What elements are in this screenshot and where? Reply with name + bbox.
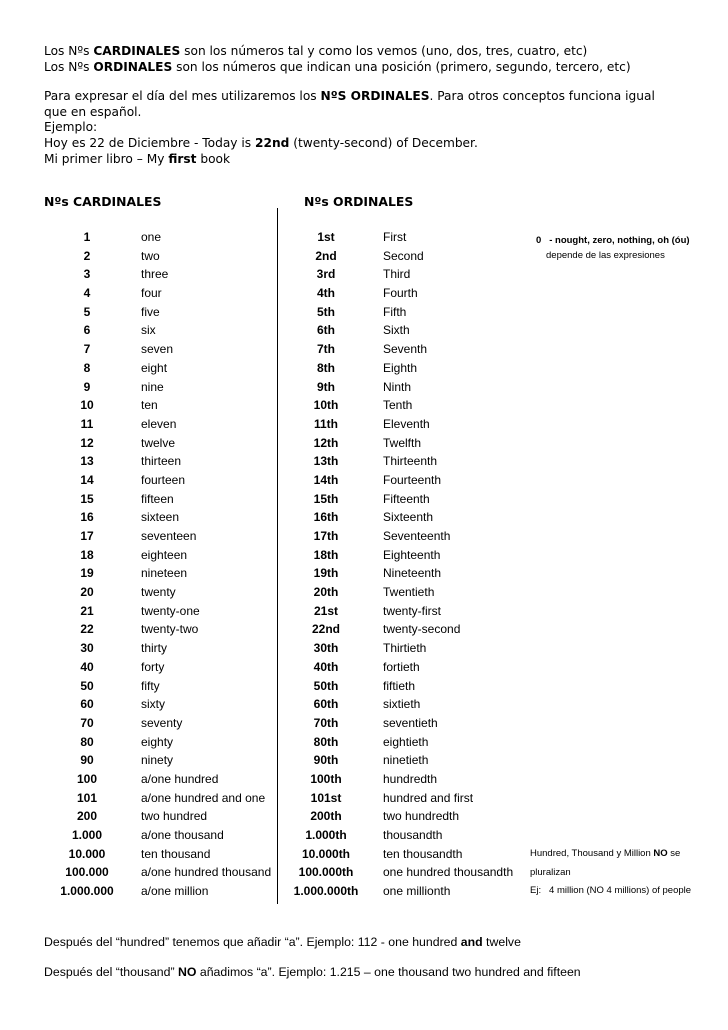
cardinal-number: 10 xyxy=(80,398,94,413)
cardinal-word: eight xyxy=(141,360,168,375)
table-row xyxy=(0,770,728,789)
cardinal-word: six xyxy=(141,323,156,338)
ordinal-number: 9th xyxy=(317,379,335,394)
cardinal-number: 80 xyxy=(80,734,94,749)
cardinal-word: twenty-one xyxy=(141,603,200,618)
intro-line-example-date: Hoy es 22 de Diciembre - Today is 22nd (twenty-second) of December. xyxy=(44,135,478,150)
ordinal-word: twenty-second xyxy=(383,622,461,637)
intro-line-example-label: Ejemplo: xyxy=(44,120,98,135)
ordinal-word: seventieth xyxy=(383,715,438,730)
ordinal-word: First xyxy=(383,230,407,244)
intro-text xyxy=(44,44,704,167)
ordinal-number: 18th xyxy=(313,547,339,562)
ordinal-word: ten thousandth xyxy=(383,846,463,861)
cardinal-word: twenty xyxy=(141,585,176,600)
ordinal-word: Fourteenth xyxy=(383,472,442,487)
cardinal-number: 12 xyxy=(80,435,94,450)
table-row xyxy=(0,807,728,826)
cardinal-number: 13 xyxy=(80,454,94,469)
ordinal-word: eightieth xyxy=(383,734,429,749)
table-row xyxy=(0,434,728,453)
numbers-table xyxy=(0,228,728,901)
ordinal-number: 80th xyxy=(313,734,339,749)
ordinal-word: Eighth xyxy=(383,360,418,375)
ordinal-word: Sixth xyxy=(383,323,410,338)
cardinal-number: 6 xyxy=(83,323,91,338)
ordinal-word: hundredth xyxy=(383,771,438,786)
cardinal-number: 1.000 xyxy=(71,828,103,842)
table-row xyxy=(0,789,728,808)
ordinal-number: 12th xyxy=(313,435,339,450)
intro-line-ordinales: Los Nºs ORDINALES son los números que indican una posición (primero, segundo, tercero, etc) xyxy=(44,59,631,74)
ordinal-number: 4th xyxy=(317,286,335,301)
table-row xyxy=(0,490,728,509)
cardinal-number: 50 xyxy=(80,678,94,693)
table-row xyxy=(0,658,728,677)
ordinal-word: one hundred thousandth xyxy=(383,865,514,880)
cardinal-number: 1 xyxy=(83,230,91,244)
table-row xyxy=(0,583,728,602)
intro-line-cardinales: Los Nºs CARDINALES son los números tal y como los vemos (uno, dos, tres, cuatro, etc) xyxy=(44,44,588,58)
table-row xyxy=(0,863,728,882)
ordinal-number: 21st xyxy=(313,603,339,618)
cardinal-word: fifty xyxy=(141,678,160,693)
table-row xyxy=(0,546,728,565)
cardinal-word: seventy xyxy=(141,715,183,730)
cardinal-word: nine xyxy=(141,379,164,394)
table-row xyxy=(0,284,728,303)
table-row xyxy=(0,620,728,639)
cardinal-word: eighty xyxy=(141,734,174,749)
ordinal-number: 70th xyxy=(313,715,339,730)
table-row xyxy=(0,602,728,621)
intro-line-example-book: Mi primer libro – My first book xyxy=(44,151,231,166)
ordinal-word: Twelfth xyxy=(383,435,422,450)
intro-line-usage-cont: que en español. xyxy=(44,104,142,119)
cardinal-word: fifteen xyxy=(141,491,174,506)
ordinal-number: 90th xyxy=(313,753,339,768)
cardinal-word: seventeen xyxy=(141,529,197,543)
cardinal-number: 11 xyxy=(80,416,94,431)
cardinal-number: 101 xyxy=(76,790,98,805)
ordinal-number: 50th xyxy=(313,678,339,693)
ordinal-number: 22nd xyxy=(311,622,340,637)
ordinal-number: 17th xyxy=(313,529,339,543)
table-row xyxy=(0,826,728,845)
ordinal-word: fiftieth xyxy=(383,678,416,693)
cardinal-number: 100 xyxy=(76,771,98,786)
cardinal-number: 18 xyxy=(80,547,94,562)
table-row xyxy=(0,733,728,752)
cardinal-number: 1.000.000 xyxy=(60,884,114,899)
ordinal-number: 19th xyxy=(313,566,339,581)
ordinal-number: 14th xyxy=(313,472,339,487)
zero-note-sub: depende de las expresiones xyxy=(546,250,665,261)
ordinal-number: 6th xyxy=(317,323,335,338)
ordinal-word: Eleventh xyxy=(383,416,430,431)
ordinal-number: 11th xyxy=(313,416,338,431)
table-row xyxy=(0,340,728,359)
ordinal-word: Fifteenth xyxy=(383,491,430,506)
cardinal-word: thirteen xyxy=(141,454,182,469)
cardinal-number: 20 xyxy=(80,585,94,600)
cardinal-word: a/one hundred xyxy=(141,771,219,786)
cardinal-number: 100.000 xyxy=(65,865,109,880)
ordinal-word: sixtieth xyxy=(383,697,421,712)
cardinal-number: 15 xyxy=(80,491,94,506)
ordinal-number: 16th xyxy=(313,510,339,525)
ordinal-number: 40th xyxy=(313,659,339,674)
ordinal-word: two hundredth xyxy=(383,809,460,824)
cardinal-word: ten thousand xyxy=(141,846,211,861)
table-row xyxy=(0,378,728,397)
footer-rule-thousand: Después del “thousand” NO añadimos “a”. Ejemplo: 1.215 – one thousand two hundred and fifteen xyxy=(44,965,581,979)
ordinal-number: 10.000th xyxy=(301,846,351,861)
ordinal-number: 1st xyxy=(317,230,335,244)
intro-line-usage: Para expresar el día del mes utilizaremos los NºS ORDINALES. Para otros conceptos funciona igual xyxy=(44,89,655,104)
ordinal-word: Third xyxy=(383,267,411,282)
ordinal-word: fortieth xyxy=(383,659,420,674)
cardinal-word: a/one thousand xyxy=(141,828,224,842)
cardinal-word: three xyxy=(141,267,169,282)
table-row xyxy=(0,564,728,583)
ordinal-number: 5th xyxy=(317,304,335,319)
cardinal-number: 8 xyxy=(83,360,91,375)
cardinal-number: 5 xyxy=(83,304,91,319)
ordinal-number: 100th xyxy=(310,771,342,786)
cardinal-word: fourteen xyxy=(141,472,186,487)
zero-note: 0 - nought, zero, nothing, oh (óu) xyxy=(536,235,690,246)
ordinal-number: 13th xyxy=(313,454,339,469)
cardinal-word: five xyxy=(141,304,160,319)
ordinal-number: 30th xyxy=(313,641,339,656)
cardinal-word: twenty-two xyxy=(141,622,199,637)
ordinal-number: 20th xyxy=(313,585,339,600)
cardinal-number: 200 xyxy=(76,809,98,824)
cardinal-number: 10.000 xyxy=(68,846,106,861)
ordinal-word: Thirteenth xyxy=(383,454,438,469)
ordinal-word: one millionth xyxy=(383,884,451,899)
cardinal-number: 30 xyxy=(80,641,94,656)
cardinal-number: 70 xyxy=(80,715,94,730)
cardinal-word: ninety xyxy=(141,753,174,768)
ordinal-word: Thirtieth xyxy=(383,641,427,656)
ordinal-number: 1.000th xyxy=(305,828,347,842)
cardinal-word: one xyxy=(141,230,162,244)
cardinal-number: 90 xyxy=(80,753,94,768)
cardinal-number: 2 xyxy=(83,248,91,263)
ordinal-number: 15th xyxy=(313,491,339,506)
cardinal-number: 40 xyxy=(80,659,94,674)
ordinal-number: 200th xyxy=(310,809,342,824)
ordinal-word: Seventh xyxy=(383,342,428,357)
ordinal-number: 10th xyxy=(313,398,339,413)
cardinal-word: forty xyxy=(141,659,165,674)
ordinal-word: Eighteenth xyxy=(383,547,441,562)
cardinal-word: seven xyxy=(141,342,174,357)
cardinal-number: 21 xyxy=(80,603,94,618)
ordinal-number: 2nd xyxy=(315,248,337,263)
cardinal-number: 7 xyxy=(83,342,91,357)
table-row xyxy=(0,677,728,696)
cardinal-number: 3 xyxy=(83,267,91,282)
heading-cardinales: Nºs CARDINALES xyxy=(44,194,162,209)
cardinal-word: two hundred xyxy=(141,809,208,824)
cardinal-word: ten xyxy=(141,398,158,413)
plural-note-cont: pluralizan xyxy=(530,867,571,878)
cardinal-number: 16 xyxy=(80,510,94,525)
ordinal-word: Ninth xyxy=(383,379,412,394)
ordinal-number: 3rd xyxy=(316,267,336,282)
cardinal-number: 17 xyxy=(80,529,94,543)
table-row xyxy=(0,527,728,546)
table-row xyxy=(0,303,728,322)
cardinal-word: four xyxy=(141,286,162,301)
heading-ordinales: Nºs ORDINALES xyxy=(304,194,414,209)
ordinal-number: 7th xyxy=(317,342,335,357)
cardinal-word: thirty xyxy=(141,641,168,656)
table-row xyxy=(0,359,728,378)
cardinal-number: 22 xyxy=(80,622,94,637)
plural-note: Hundred, Thousand y Million NO se xyxy=(530,848,681,859)
table-row xyxy=(0,396,728,415)
ordinal-word: twenty-first xyxy=(383,603,442,618)
table-row xyxy=(0,265,728,284)
ordinal-word: Sixteenth xyxy=(383,510,434,525)
ordinal-word: Fifth xyxy=(383,304,407,319)
cardinal-word: eighteen xyxy=(141,547,188,562)
table-row xyxy=(0,415,728,434)
table-row xyxy=(0,508,728,527)
table-row xyxy=(0,471,728,490)
ordinal-number: 101st xyxy=(310,790,342,805)
ordinal-word: Nineteenth xyxy=(383,566,442,581)
ordinal-number: 60th xyxy=(313,697,339,712)
table-row xyxy=(0,639,728,658)
ordinal-word: Fourth xyxy=(383,286,418,301)
cardinal-number: 19 xyxy=(80,566,94,581)
ordinal-word: Seventeenth xyxy=(383,529,451,543)
cardinal-word: sixteen xyxy=(141,510,180,525)
cardinal-word: a/one hundred thousand xyxy=(141,865,272,880)
ordinal-word: ninetieth xyxy=(383,753,429,768)
cardinal-word: nineteen xyxy=(141,566,188,581)
cardinal-word: a/one million xyxy=(141,884,209,899)
ordinal-word: thousandth xyxy=(383,828,443,842)
plural-example: Ej: 4 million (NO 4 millions) of people xyxy=(530,885,692,896)
ordinal-number: 1.000.000th xyxy=(293,884,359,899)
table-row xyxy=(0,695,728,714)
ordinal-word: Twentieth xyxy=(383,585,435,600)
cardinal-word: two xyxy=(141,248,160,263)
footer-rule-hundred: Después del “hundred” tenemos que añadir “a”. Ejemplo: 112 - one hundred and twelve xyxy=(44,935,521,949)
cardinal-number: 9 xyxy=(83,379,91,394)
table-row xyxy=(0,452,728,471)
table-row xyxy=(0,751,728,770)
table-row xyxy=(0,321,728,340)
ordinal-word: Second xyxy=(383,248,424,263)
ordinal-number: 100.000th xyxy=(298,865,354,880)
cardinal-number: 4 xyxy=(83,286,91,301)
ordinal-number: 8th xyxy=(317,360,335,375)
cardinal-number: 60 xyxy=(80,697,94,712)
table-row xyxy=(0,714,728,733)
cardinal-word: sixty xyxy=(141,697,165,712)
cardinal-word: twelve xyxy=(141,435,176,450)
cardinal-number: 14 xyxy=(80,472,94,487)
cardinal-word: a/one hundred and one xyxy=(141,790,266,805)
cardinal-word: eleven xyxy=(141,416,177,431)
ordinal-word: hundred and first xyxy=(383,790,474,805)
ordinal-word: Tenth xyxy=(383,398,413,413)
